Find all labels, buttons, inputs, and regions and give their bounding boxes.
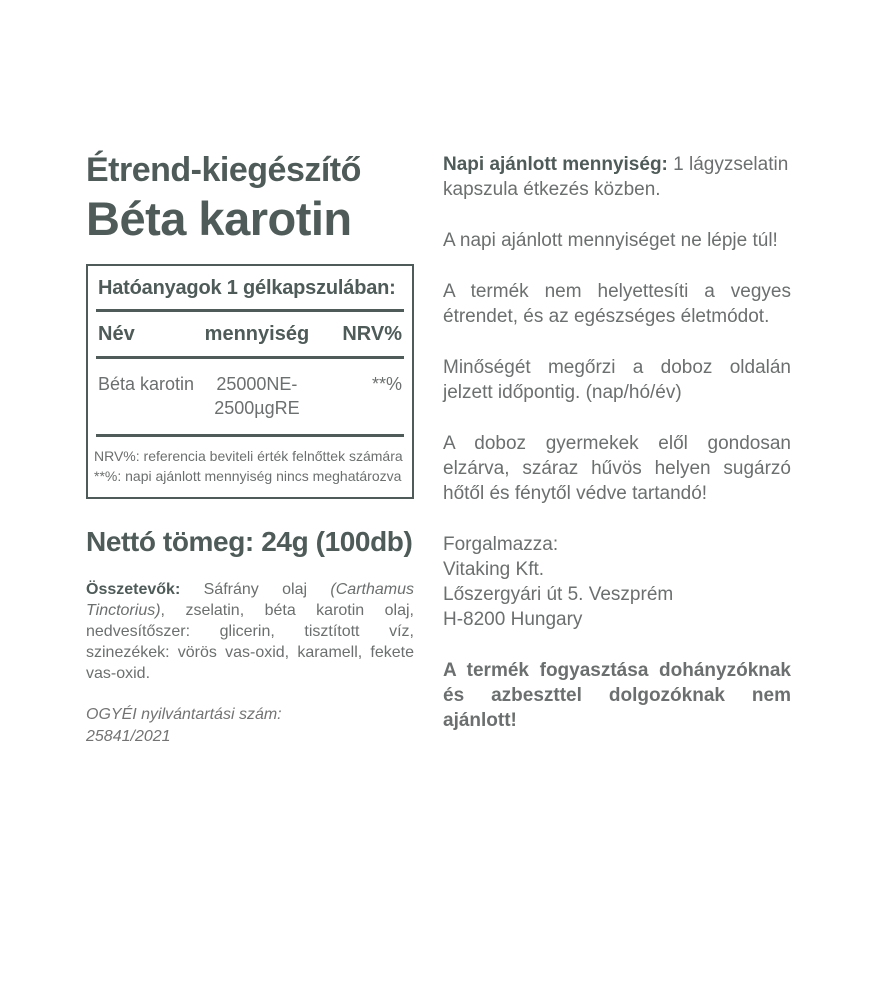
footnote-nrv: NRV%: referencia beviteli érték felnőttek számára bbox=[94, 448, 403, 464]
col-header-amount: mennyiség bbox=[204, 323, 310, 345]
registration-number: 25841/2021 bbox=[86, 728, 171, 745]
paragraph-varied-diet: A termék nem helyettesíti a vegyes étrendet, és az egészséges életmódot. bbox=[443, 281, 791, 327]
product-category: Étrend-kiegészítő bbox=[86, 151, 361, 189]
product-title: Béta karotin bbox=[86, 192, 352, 245]
dosage-paragraph bbox=[443, 152, 791, 202]
footnote-asterisk: **%: napi ajánlott mennyiség nincs meghatározva bbox=[94, 468, 402, 484]
ingredients-paragraph bbox=[86, 579, 414, 684]
distributor-address: Lőszergyári út 5. Veszprém bbox=[443, 584, 674, 605]
right-column bbox=[443, 150, 791, 759]
distributor-label: Forgalmazza: bbox=[443, 534, 559, 555]
ingredients-text-1: Sáfrány olaj bbox=[180, 581, 331, 598]
paragraph-best-before: Minőségét megőrzi a doboz oldalán jelzett időpontig. (nap/hó/év) bbox=[443, 357, 791, 403]
active-ingredients-table bbox=[86, 264, 414, 499]
table-header: Hatóanyagok 1 gélkapszulában: bbox=[98, 277, 396, 299]
cell-ingredient-name: Béta karotin bbox=[98, 374, 195, 394]
warning-daily-limit: A napi ajánlott mennyiséget ne lépje túl! bbox=[443, 230, 778, 251]
net-weight: Nettó tömeg: 24g (100db) bbox=[86, 526, 413, 557]
amount-line-1: 25000NE- bbox=[216, 374, 298, 394]
ingredients-label: Összetevők: bbox=[86, 581, 181, 598]
warning-smokers: A termék fogyasztása dohányzóknak és azbeszttel dolgozóknak nem ajánlott! bbox=[443, 660, 791, 731]
amount-line-2: 2500µgRE bbox=[214, 398, 300, 418]
paragraph-storage: A doboz gyermekek elől gondosan elzárva, száraz hűvös helyen sugárzó hőtől és fénytől védve tartandó! bbox=[443, 433, 791, 504]
dosage-label: Napi ajánlott mennyiség: bbox=[443, 154, 668, 175]
left-column bbox=[86, 150, 414, 759]
table-column-headers bbox=[88, 312, 412, 356]
registration-label: OGYÉI nyilvántartási szám: bbox=[86, 706, 282, 723]
col-header-nrv: NRV% bbox=[342, 323, 402, 345]
dosage-text: 1 lágyzselatin kapszula étkezés közben. bbox=[443, 154, 789, 200]
distributor-block bbox=[443, 532, 791, 632]
ingredients-latin-name: (Carthamus Tinctorius) bbox=[86, 581, 414, 619]
ingredients-text-2: , zselatin, béta karotin olaj, nedvesítőszer: glicerin, tisztított víz, szinezékek: vörös vas-oxid, karamell, fekete vas-oxid. bbox=[86, 602, 414, 682]
distributor-company: Vitaking Kft. bbox=[443, 559, 545, 580]
cell-nrv-value: **% bbox=[371, 374, 402, 394]
registration-block bbox=[86, 704, 414, 748]
col-header-name: Név bbox=[98, 323, 135, 345]
table-row bbox=[88, 359, 412, 434]
table-footnotes bbox=[88, 437, 412, 497]
cell-amount bbox=[195, 372, 319, 420]
distributor-country: H-8200 Hungary bbox=[443, 609, 583, 630]
